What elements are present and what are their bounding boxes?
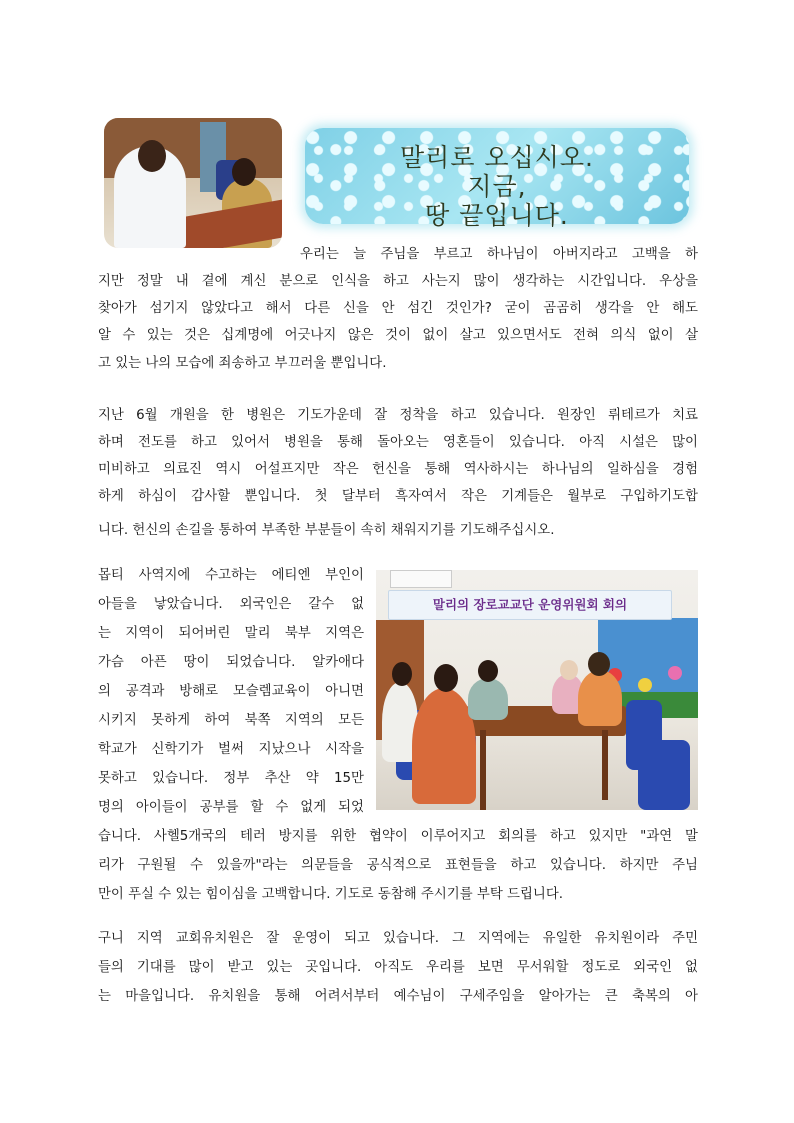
paragraph-3-line-12: 만이 푸실 수 있는 힘이심을 고백합니다. 기도로 동참해 주시기를 부탁 드립니다. [98,887,564,902]
paragraph-3-line-4: 가슴 아픈 땅이 되었습니다. 알카애다 [98,655,364,670]
paragraph-3-line-6: 시키지 못하게 하여 북쪽 지역의 모든 [98,713,364,728]
paragraph-4-line-3: 는 마을입니다. 유치원을 통해 어려서부터 예수님이 구세주임을 알아가는 큰 축복의 아 [98,989,698,1004]
paragraph-4-line-2: 들의 기대를 많이 받고 있는 곳입니다. 아직도 우리를 보면 무서워할 정도로 외국인 없 [98,960,698,975]
paragraph-2-line-3: 미비하고 의료진 역시 어설프지만 작은 헌신을 통해 역사하시는 하나님의 일하심을 경험 [98,462,698,477]
banner-line-1: 말리로 오십시오. [400,143,594,172]
paragraph-3-line-8: 못하고 있습니다. 정부 추산 약 15만 [98,771,364,786]
paragraph-3-line-5: 의 공격과 방해로 모슬렘교육이 아니면 [98,684,364,699]
paragraph-1-line-3: 찾아가 섬기지 않았다고 해서 다른 신을 안 섬긴 것인가? 굳이 곰곰히 생각을 안 해도 [98,301,698,316]
photo-caption: 말리의 장로교교단 운영위원회 회의 [388,590,672,620]
paragraph-3-line-9: 명의 아이들이 공부를 할 수 없게 되었 [98,800,364,815]
paragraph-3-line-11: 리가 구원될 수 있을까"라는 의문들을 공식적으로 표현들을 하고 있습니다. 하지만 주님 [98,858,698,873]
paragraph-2-line-2: 하며 전도를 하고 있어서 병원을 통해 돌아오는 영혼들이 있습니다. 아직 시설은 많이 [98,435,698,450]
committee-meeting-photo [376,570,698,810]
paragraph-3-line-2: 아들을 낳았습니다. 외국인은 갈수 없 [98,597,364,612]
paragraph-4-line-1: 구니 지역 교회유치원은 잘 운영이 되고 있습니다. 그 지역에는 유일한 유치원이라 주민 [98,931,698,946]
paragraph-3-line-7: 학교가 신학기가 벌써 지났으나 시작을 [98,742,364,757]
paragraph-3-line-1: 몹티 사역지에 수고하는 에티엔 부인이 [98,568,364,583]
paragraph-3-line-3: 는 지역이 되어버린 말리 북부 지역은 [98,626,364,641]
paragraph-1-line-5: 고 있는 나의 모습에 죄송하고 부끄러울 뿐입니다. [98,356,387,371]
paragraph-1-line-4: 알 수 있는 것은 십계명에 어긋나지 않은 것이 없이 살고 있으면서도 전혀 의식 없이 살 [98,328,698,343]
paragraph-1-line-1: 우리는 늘 주님을 부르고 하나님이 아버지라고 고백을 하 [300,247,698,262]
paragraph-1-line-2: 지만 정말 내 곁에 계신 분으로 인식을 하고 사는지 많이 생각하는 시간입니다. 우상을 [98,274,698,289]
paragraph-2-line-5: 니다. 헌신의 손길을 통하여 부족한 부분들이 속히 채워지기를 기도해주십시오. [98,523,555,538]
paragraph-2-line-4: 하게 하심이 감사할 뿐입니다. 첫 달부터 흑자여서 작은 기계들은 월부로 구입하기도합 [98,489,698,504]
banner-line-3: 땅 끝입니다. [425,201,569,230]
banner-line-2: 지금, [467,172,527,201]
title-banner [305,128,689,230]
paragraph-2-line-1: 지난 6월 개원을 한 병원은 기도가운데 잘 정착을 하고 있습니다. 원장인 뤼테르가 치료 [98,408,698,423]
paragraph-3-line-10: 습니다. 사헬5개국의 테러 방지를 위한 협약이 이루어지고 회의를 하고 있지만 "과연 말 [98,829,698,844]
doctor-consultation-photo [104,118,282,248]
